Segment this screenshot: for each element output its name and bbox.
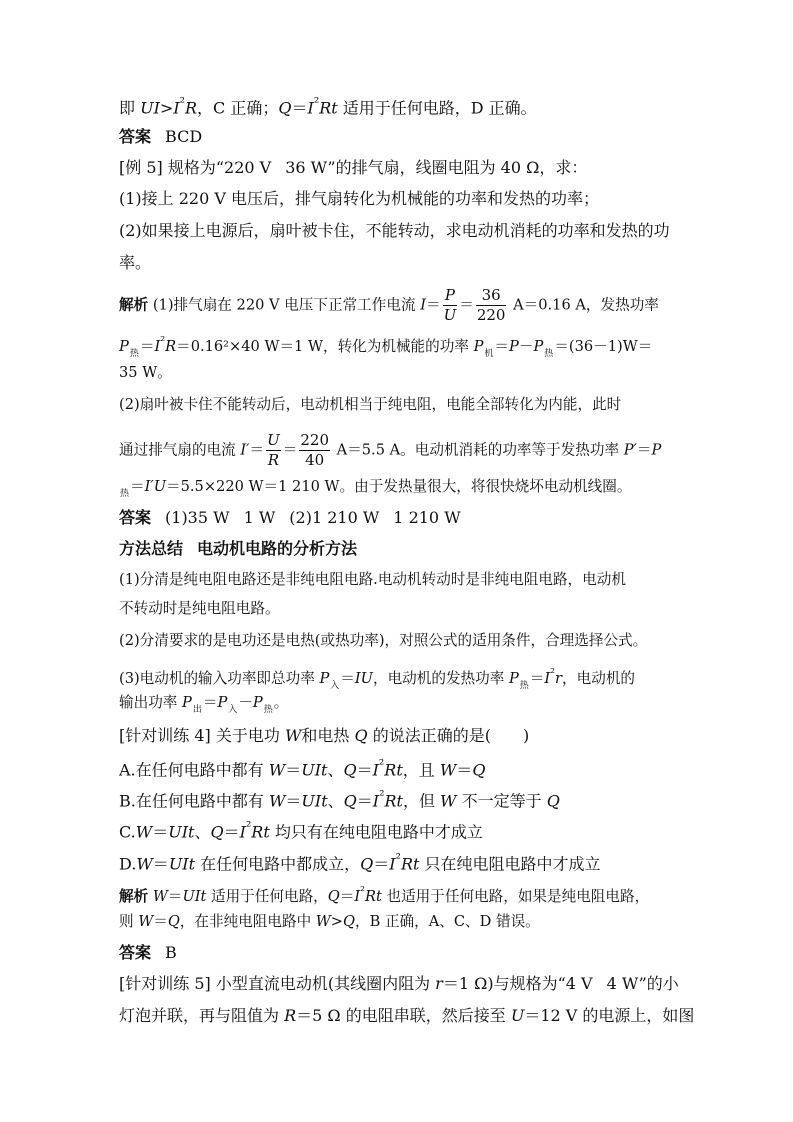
- solution-line: $_热$＝I′U＝5.5×220 W＝1 210 W。由于发热量很大，将很快烧坏电动机线圈。: [120, 478, 632, 499]
- answer-label: 答案: [119, 943, 152, 962]
- solution-line: 解析 W＝UIt 适用于任何电路，$Q=I^{^2}Rt$ 也适用于任何电路，如果是纯电阻电路，: [119, 884, 650, 905]
- fraction-36-over-220: $\frac{36}{220}$: [476, 286, 506, 324]
- option-b: B.在任何电路中都有 W＝UIt、$Q=I^{^2}Rt$，但 W 不一定等于 Q: [119, 789, 560, 811]
- method-item: 不转动时是纯电阻电路。: [119, 600, 280, 617]
- text-line: 即 $UI>I^{^2}R$，C 正确；$Q=I^{^2}Rt$ 适用于任何电路，D 正确。: [119, 96, 537, 118]
- answer-value: BCD: [165, 127, 203, 146]
- solution-line: (2)扇叶被卡住不能转动后，电动机相当于纯电阻，电能全部转化为内能，此时: [119, 396, 622, 413]
- question-2: (2)如果接上电源后，扇叶被卡住，不能转动，求电动机消耗的功率和发热的功: [119, 221, 670, 240]
- fraction-u-over-r: $\frac{U}{R}$: [267, 431, 280, 469]
- method-item: (1)分清是纯电阻电路还是非纯电阻电路.电动机转动时是非纯电阻电路，电动机: [119, 571, 626, 588]
- solution-line: $P_热=I^{^2}R=0.16^2\times 40$ W＝1 W，转化为机械能的功率 $P_机=P-P_热=(36-1)W=$: [119, 334, 653, 359]
- fraction-220-over-40: $\frac{220}{40}$: [300, 431, 329, 469]
- question-2-cont: 率。: [119, 253, 152, 272]
- solution-line: 35 W。: [119, 364, 172, 381]
- answer-label: 答案: [119, 508, 152, 527]
- method-item: (3)电动机的输入功率即总功率 $P_入=IU$，电动机的发热功率 $P_热=I^{^2}r$，电动机的: [119, 666, 636, 691]
- option-a: A.在任何电路中都有 W＝UIt、$Q=I^{^2}Rt$，且 W＝Q: [119, 758, 486, 780]
- solution-line: 通过排气扇的电流 I′＝ $\frac{U}{R}$ ＝ $\frac{220}{40}$ A＝5.5 A。电动机消耗的功率等于发热功率 P′＝P: [119, 431, 662, 469]
- method-item: (2)分清要求的是电功还是电热(或热功率)，对照公式的适用条件，合理选择公式。: [119, 632, 648, 649]
- answer-label: 答案: [119, 127, 152, 146]
- solution-label: 解析: [119, 887, 149, 905]
- solution-line: 则 W＝Q，在非纯电阻电路中 W>Q，B 正确，A、C、D 错误。: [119, 913, 540, 930]
- method-heading: 方法总结 电动机电路的分析方法: [119, 539, 358, 558]
- answer-value: B: [165, 943, 177, 962]
- question-1: (1)接上 220 V 电压后，排气扇转化为机械能的功率和发热的功率；: [119, 189, 600, 208]
- exercise-5-text: 灯泡并联，再与阻值为 R＝5 Ω 的电阻串联，然后接至 U＝12 V 的电源上，如图: [119, 1006, 695, 1025]
- method-item: 输出功率 $P_出=P_入-P_热$。: [119, 694, 289, 715]
- answer-line: [119, 942, 177, 964]
- solution-line: 解析 (1)排气扇在 220 V 电压下正常工作电流 I＝ $\frac{P}{U}$ ＝ $\frac{36}{220}$ A＝0.16 A，发热功率: [119, 286, 659, 324]
- exercise-5-heading: [针对训练 5] 小型直流电动机(其线圈内阻为 r＝1 Ω)与规格为“4 V 4 W”的小: [119, 974, 679, 993]
- answer-line: 答案 (1)35 W 1 W (2)1 210 W 1 210 W: [119, 508, 461, 527]
- exercise-4-heading: [针对训练 4] 关于电功 W和电热 Q 的说法正确的是( ): [119, 726, 530, 745]
- option-d: D.W＝UIt 在任何电路中都成立，$Q=I^{^2}Rt$ 只在纯电阻电路中才成立: [119, 852, 601, 874]
- fraction-p-over-u: $\frac{P}{U}$: [443, 286, 457, 324]
- solution-label: 解析: [119, 296, 149, 314]
- answer-line: [119, 126, 202, 148]
- option-c: C.W＝UIt、$Q=I^{^2}Rt$ 均只有在纯电阻电路中才成立: [119, 820, 483, 842]
- example-heading: [例 5] 规格为“220 V 36 W”的排气扇，线圈电阻为 40 Ω，求：: [119, 158, 588, 177]
